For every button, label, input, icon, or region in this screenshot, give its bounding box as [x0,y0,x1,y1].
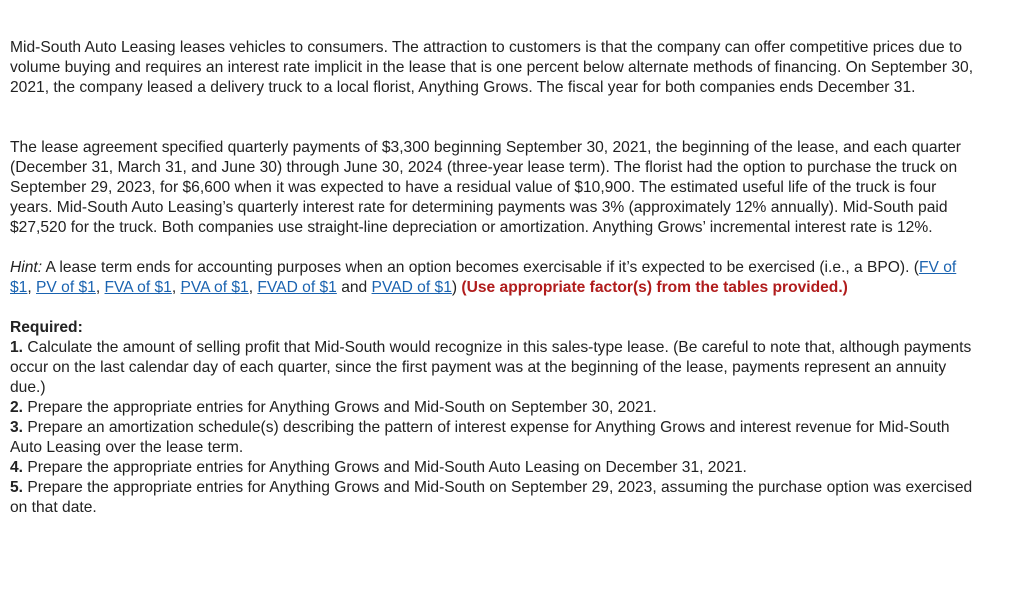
fv-table-link[interactable]: FV of $1 [10,259,957,296]
required-heading: Required: [10,319,83,336]
pva-table-link[interactable]: PVA of $1 [180,279,249,296]
required-item-number: 5. [10,479,24,496]
hint-label: Hint: [10,259,43,276]
required-item-5 [10,478,980,518]
hint-text: A lease term ends for accounting purposes when an option becomes exercisable if it’s expected to be exercised (i.e., a BPO). ( [42,259,919,276]
link-and-word: and [336,279,372,296]
intro-paragraph: Mid-South Auto Leasing leases vehicles to consumers. The attraction to customers is that the company can offer competitive prices due to volume buying and requires an interest rate implicit in the lease that is one percent below alternate methods of financing. On September 30, 2021, the company leased a delivery truck to a local florist, Anything Grows. The fiscal year for both companies ends December 31. [10,39,974,96]
required-item-1 [10,338,980,398]
required-item-number: 4. [10,459,24,476]
required-item-text: Prepare the appropriate entries for Anything Grows and Mid-South on September 29, 2023, assuming the purchase option was exercised on that date. [10,479,973,516]
tables-instruction: (Use appropriate factor(s) from the tables provided.) [457,279,848,296]
fva-table-link[interactable]: FVA of $1 [104,279,172,296]
required-list [10,338,980,518]
required-item-text: Prepare the appropriate entries for Anything Grows and Mid-South on September 30, 2021. [23,399,657,416]
hint-paragraph [10,258,980,298]
pv-table-link[interactable]: PV of $1 [36,279,96,296]
link-separator: , [27,279,37,296]
link-close-paren: ) [451,279,458,296]
required-section [10,318,980,518]
required-item-4 [10,458,980,478]
required-item-2 [10,398,980,418]
required-item-number: 1. [10,339,24,356]
fvad-table-link[interactable]: FVAD of $1 [257,279,337,296]
pvad-table-link[interactable]: PVAD of $1 [371,279,452,296]
link-separator: , [248,279,258,296]
required-item-text: Prepare the appropriate entries for Anything Grows and Mid-South Auto Leasing on December 31, 2021. [23,459,747,476]
required-item-number: 3. [10,419,24,436]
required-item-text: Prepare an amortization schedule(s) describing the pattern of interest expense for Anything Grows and interest revenue for Mid-South Auto Leasing over the lease term. [10,419,950,456]
link-separator: , [171,279,181,296]
required-item-number: 2. [10,399,24,416]
lease-terms-paragraph: The lease agreement specified quarterly payments of $3,300 beginning September 30, 2021, the beginning of the lease, and each quarter (December 31, March 31, and June 30) through June 30, 2024 (three-year lease term). The florist had the option to purchase the truck on September 29, 2023, for $6,600 when it was expected to have a residual value of $10,900. The estimated useful life of the truck is four years. Mid-South Auto Leasing’s quarterly interest rate for determining payments was 3% (approximately 12% annually). Mid-South paid $27,520 for the truck. Both companies use straight-line depreciation or amortization. Anything Grows’ incremental interest rate is 12%. [10,139,961,236]
required-item-3 [10,418,980,458]
link-separator: , [95,279,105,296]
required-item-text: Calculate the amount of selling profit that Mid-South would recognize in this sales-type lease. (Be careful to note that, although payments occur on the last calendar day of each quarter, since the first payment was at the beginning of the lease, payments represent an annuity due.) [10,339,972,396]
